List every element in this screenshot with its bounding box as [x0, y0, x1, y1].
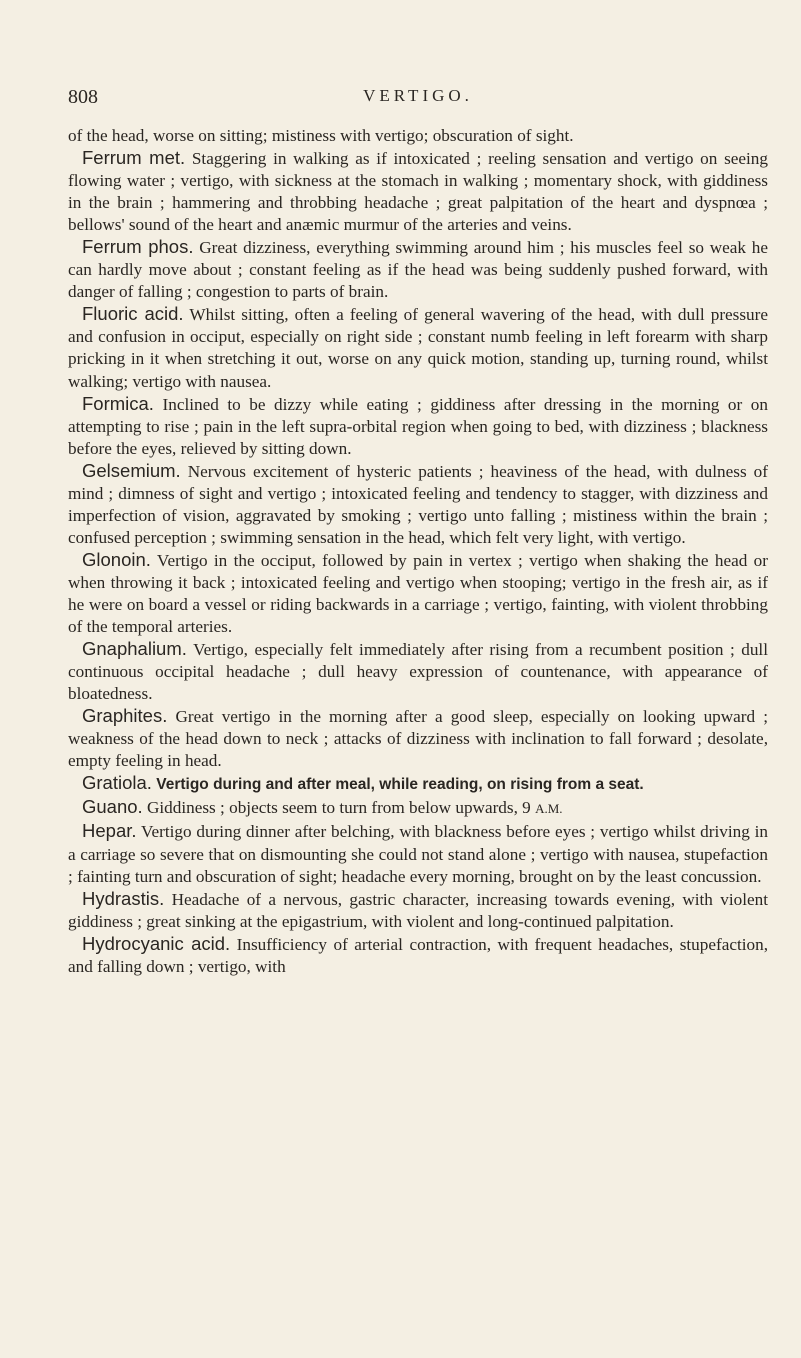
- time-abbreviation: A.M.: [535, 801, 563, 817]
- remedy-entry: [68, 772, 768, 796]
- remedy-text: Vertigo during and after meal, while reading, on rising from a seat.: [151, 776, 644, 794]
- remedy-text: Great dizziness, everything swimming around him ; his muscles feel so weak he can hardly move about ; constant feeling as if the head was being suddenly pushed forward, with danger of falling ; congestion to parts of brain.: [68, 238, 768, 302]
- remedy-name: Graphites.: [82, 705, 168, 727]
- remedy-text: Whilst sitting, often a feeling of general wavering of the head, with dull pressure and confusion in occiput, especially on right side ; constant numb feeling in left forearm with sharp pricking in it when stretching it out, worse on any quick motion, standing up, turning round, whilst walking; vertigo with nausea.: [68, 305, 768, 391]
- remedy-entry: [68, 638, 768, 705]
- remedy-text: Nervous excitement of hysteric patients ; heaviness of the head, with dulness of mind ; dimness of sight and vertigo ; intoxicated feeling and tendency to stagger, with dizziness and imperfection of vision, aggravated by smoking ; vertigo unto falling ; mistiness within the brain ; confused perception ; swimming sensation in the head, which felt very light, with vertigo.: [68, 461, 768, 547]
- remedy-name: Ferrum phos.: [82, 236, 194, 258]
- remedy-text: Vertigo during dinner after belching, with blackness before eyes ; vertigo whilst driving in a carriage so severe that on dismounting she could not stand alone ; vertigo with nausea, stupefaction ; fainting turn and obscuration of sight; headache every morning, brought on by the least concussion.: [68, 822, 768, 886]
- remedy-text: Great vertigo in the morning after a good sleep, especially on looking upward ; weakness of the head down to neck ; attacks of dizziness with inclination to fall forward ; desolate, empty feeling in head.: [68, 707, 768, 771]
- remedy-name: Gratiola.: [82, 772, 152, 794]
- remedy-text: Vertigo, especially felt immediately after rising from a recumbent position ; dull continuous occipital headache ; dull heavy expression of countenance, with appearance of bloatedness.: [68, 640, 768, 704]
- remedy-name: Glonoin.: [82, 548, 151, 570]
- remedy-name: Fluoric acid.: [82, 303, 184, 325]
- remedy-entry: [68, 393, 768, 460]
- remedy-entry: [68, 820, 768, 887]
- remedy-text: Inclined to be dizzy while eating ; giddiness after dressing in the morning or on attempting to rise ; pain in the left supra-orbital region when going to bed, with dizziness ; blackness before the eyes, relieved by sitting down.: [68, 394, 768, 458]
- remedy-name: Formica.: [82, 392, 154, 414]
- remedy-entry: [68, 460, 768, 549]
- remedy-text: Giddiness ; objects seem to turn from below upwards, 9: [142, 798, 536, 818]
- remedy-entry: [68, 303, 768, 392]
- remedy-entry: [68, 705, 768, 772]
- remedy-name: Gelsemium.: [82, 459, 181, 481]
- remedy-entry: [68, 796, 768, 820]
- continuation-paragraph: of the head, worse on sitting; mistiness with vertigo; obscuration of sight.: [68, 126, 574, 145]
- remedy-entry: [68, 888, 768, 933]
- remedy-text: Vertigo in the occiput, followed by pain in vertex ; vertigo when shaking the head or when throwing it back ; intoxicated feeling and vertigo when stooping; vertigo in the fresh air, as if he were on board a vessel or riding backwards in a carriage ; vertigo, fainting, with violent throbbing of the temporal arteries.: [68, 550, 768, 637]
- remedy-name: Ferrum met.: [82, 147, 186, 169]
- remedy-entry: [68, 147, 768, 236]
- remedy-name: Hepar.: [82, 820, 137, 842]
- remedy-entry: [68, 236, 768, 303]
- running-head: VERTIGO.: [363, 86, 473, 105]
- page-number: 808: [68, 86, 98, 108]
- remedy-entry: [68, 549, 768, 638]
- remedy-name: Guano.: [82, 796, 143, 818]
- remedy-text: Insufficiency of arterial contraction, with frequent headaches, stupefaction, and falling down ; vertigo, with: [68, 934, 768, 976]
- body-text: [68, 125, 768, 978]
- page-header: [68, 86, 768, 110]
- remedy-name: Gnaphalium.: [82, 638, 187, 660]
- remedy-text: Staggering in walking as if intoxicated ; reeling sensation and vertigo on seeing flowing water ; vertigo, with sickness at the stomach in walking ; momentary shock, with giddiness in the brain ; hammering and throbbing headache ; great palpitation of the heart and dyspnœa ; bellows' sound of the heart and anæmic murmur of the arteries and veins.: [68, 149, 768, 235]
- remedy-name: Hydrocyanic acid.: [82, 932, 231, 954]
- remedy-text: Headache of a nervous, gastric character, increasing towards evening, with violent giddiness ; great sinking at the epigastrium, with violent and long-continued palpitation.: [68, 889, 768, 931]
- remedy-entry: [68, 933, 768, 978]
- remedy-name: Hydrastis.: [82, 887, 165, 909]
